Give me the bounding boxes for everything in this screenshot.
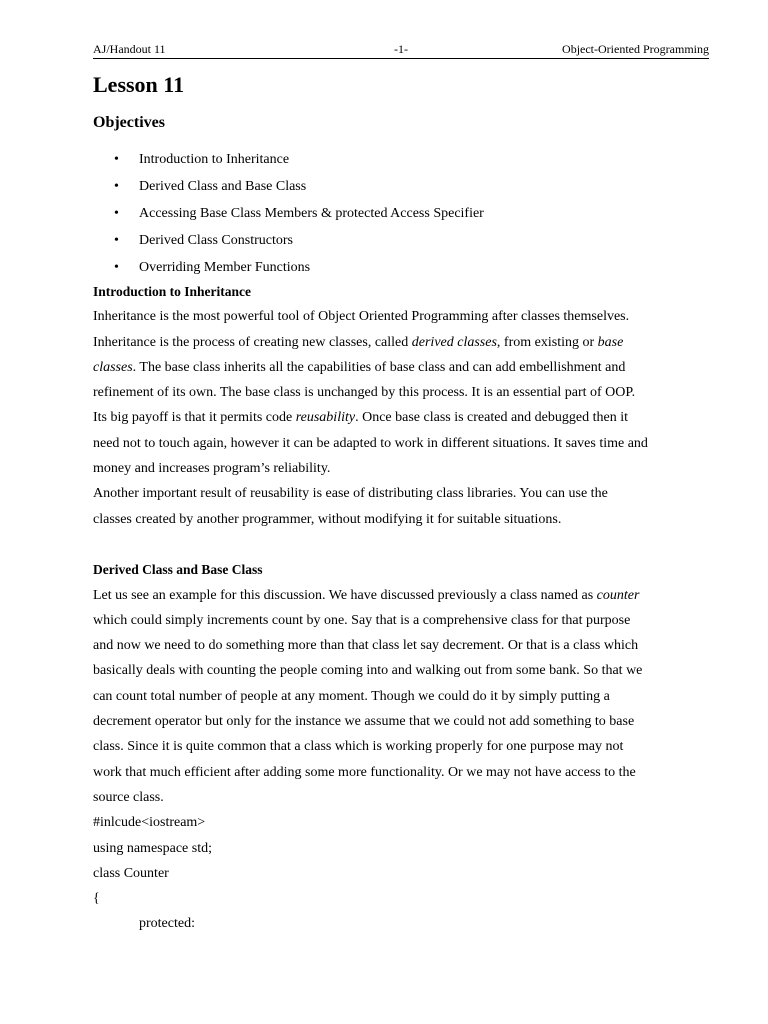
code-line: class Counter [93, 865, 169, 881]
code-line: using namespace std; [93, 840, 212, 856]
text-span: . Once base class is created and debugged then it [355, 410, 628, 426]
paragraph-line: and now we need to do something more than that class let say decrement. Or that is a class which [93, 638, 639, 654]
emphasis-text: derived classes [411, 334, 497, 350]
text-span: Its big payoff is that it permits code [93, 410, 296, 426]
bullet-icon: • [114, 152, 119, 167]
list-item [93, 227, 484, 254]
section-heading-derived-class: Derived Class and Base Class [93, 562, 263, 578]
list-item [93, 173, 484, 200]
text-span: . The base class inherits all the capabilities of base class and can add embellishment and [132, 359, 626, 375]
section-heading-introduction: Introduction to Inheritance [93, 284, 252, 299]
bullet-icon: • [114, 260, 119, 275]
spacer [93, 532, 709, 557]
lesson-title: Lesson 11 [93, 72, 185, 97]
bullet-icon: • [114, 179, 119, 194]
body-text [93, 279, 709, 937]
objectives-heading: Objectives [93, 114, 165, 131]
bullet-icon: • [114, 206, 119, 221]
paragraph-line: classes created by another programmer, without modifying it for suitable situations. [93, 511, 562, 527]
text-span: Inheritance is the process of creating new classes, called [93, 334, 412, 350]
header-left: AJ/Handout 11 [93, 42, 166, 56]
paragraph-line: work that much efficient after adding some more functionality. Or we may not have access to the [93, 764, 636, 780]
paragraph-line: Another important result of reusability is ease of distributing class libraries. You can use the [93, 486, 608, 502]
code-line: protected: [139, 916, 195, 932]
objective-text: Derived Class Constructors [139, 233, 293, 248]
paragraph-line: need not to touch again, however it can be adapted to work in different situations. It saves time and [93, 435, 648, 451]
paragraph-line: money and increases program’s reliability. [93, 461, 331, 477]
paragraph-line: class. Since it is quite common that a class which is working properly for one purpose may not [93, 739, 624, 755]
paragraph-line: can count total number of people at any moment. Though we could do it by simply putting a [93, 688, 610, 704]
header-page-number: -1- [394, 42, 408, 56]
paragraph-line [93, 583, 709, 608]
emphasis-text: base [597, 334, 624, 350]
objective-text: Introduction to Inheritance [139, 152, 290, 167]
emphasis-text: counter [596, 587, 640, 603]
paragraph-line [93, 355, 709, 380]
list-item [93, 146, 484, 173]
paragraph-line: source class. [93, 789, 164, 805]
emphasis-text: classes [93, 359, 133, 375]
paragraph-line: which could simply increments count by one. Say that is a comprehensive class for that purpose [93, 612, 631, 628]
page-header [93, 41, 709, 59]
emphasis-text: reusability [295, 410, 356, 426]
paragraph-line: Inheritance is the most powerful tool of Object Oriented Programming after classes themselves. [93, 309, 630, 325]
objective-text: Accessing Base Class Members & protected Access Specifier [139, 206, 484, 221]
objective-text: Derived Class and Base Class [139, 179, 307, 194]
paragraph-line: basically deals with counting the people coming into and walking out from some bank. So that we [93, 663, 643, 679]
objectives-list [93, 146, 484, 281]
header-right: Object-Oriented Programming [562, 42, 709, 56]
code-line: { [93, 891, 100, 907]
paragraph-line [93, 330, 709, 355]
paragraph-line: refinement of its own. The base class is unchanged by this process. It is an essential part of OOP. [93, 385, 636, 401]
bullet-icon: • [114, 233, 119, 248]
text-span: Let us see an example for this discussion. We have discussed previously a class named as [93, 587, 597, 603]
paragraph-line: decrement operator but only for the instance we assume that we could not add something to base [93, 714, 635, 730]
code-line: #inlcude<iostream> [93, 815, 206, 831]
objective-text: Overriding Member Functions [139, 260, 311, 275]
list-item [93, 254, 484, 281]
text-span: , from existing or [496, 334, 598, 350]
paragraph-line [93, 405, 709, 430]
list-item [93, 200, 484, 227]
